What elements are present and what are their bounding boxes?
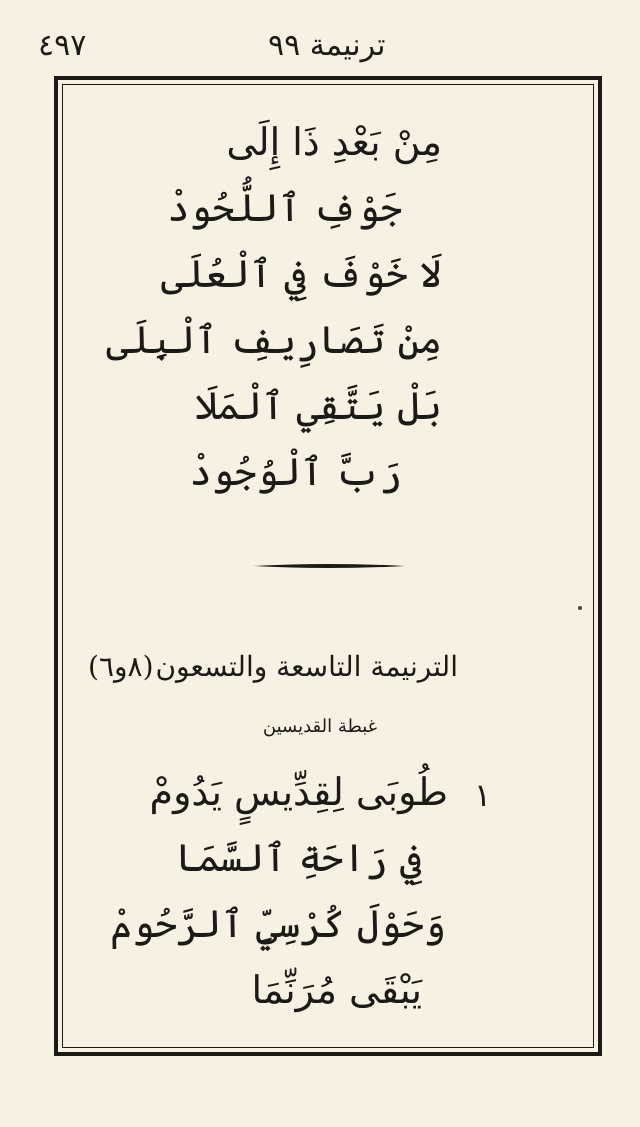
stanza-line: مِنْ بَعْدِ ذَا إِلَى bbox=[226, 120, 442, 164]
stanza-line: مِنْ تَصَارِيفِ ٱلْبِلَى bbox=[106, 318, 442, 362]
stanza-line: لَا خَوْفَ فِي ٱلْعُلَى bbox=[160, 252, 442, 296]
verse-line: وَحَوْلَ كُرْسِيِّ ٱلرَّحُومْ bbox=[110, 902, 446, 946]
hymn-title: الترنيمة التاسعة والتسعون bbox=[155, 650, 458, 683]
ink-speck bbox=[578, 606, 582, 610]
stanza-line: بَلْ يَتَّقِي ٱلْمَلَا bbox=[195, 384, 442, 428]
stanza-line: رَبَّ ٱلْوُجُودْ bbox=[189, 450, 402, 494]
verse-line: يَبْقَى مُرَنِّمَا bbox=[251, 968, 422, 1012]
hymn-meter: (٨و٦) bbox=[88, 650, 154, 683]
section-divider bbox=[253, 561, 405, 571]
stanza-line: جَوْفِ ٱللُّحُودْ bbox=[167, 186, 402, 230]
running-title: ترنيمة ٩٩ bbox=[268, 28, 386, 63]
hymn-subtitle: غبطة القديسين bbox=[262, 716, 378, 737]
verse-line: طُوبَى لِقِدِّيسٍ يَدُومْ bbox=[149, 770, 448, 814]
page-header bbox=[0, 28, 640, 68]
page-number: ٤٩٧ bbox=[38, 28, 87, 63]
verse-line: فِي رَاحَةِ ٱلسَّمَا bbox=[175, 836, 422, 880]
verse-number: ١ bbox=[474, 776, 492, 814]
